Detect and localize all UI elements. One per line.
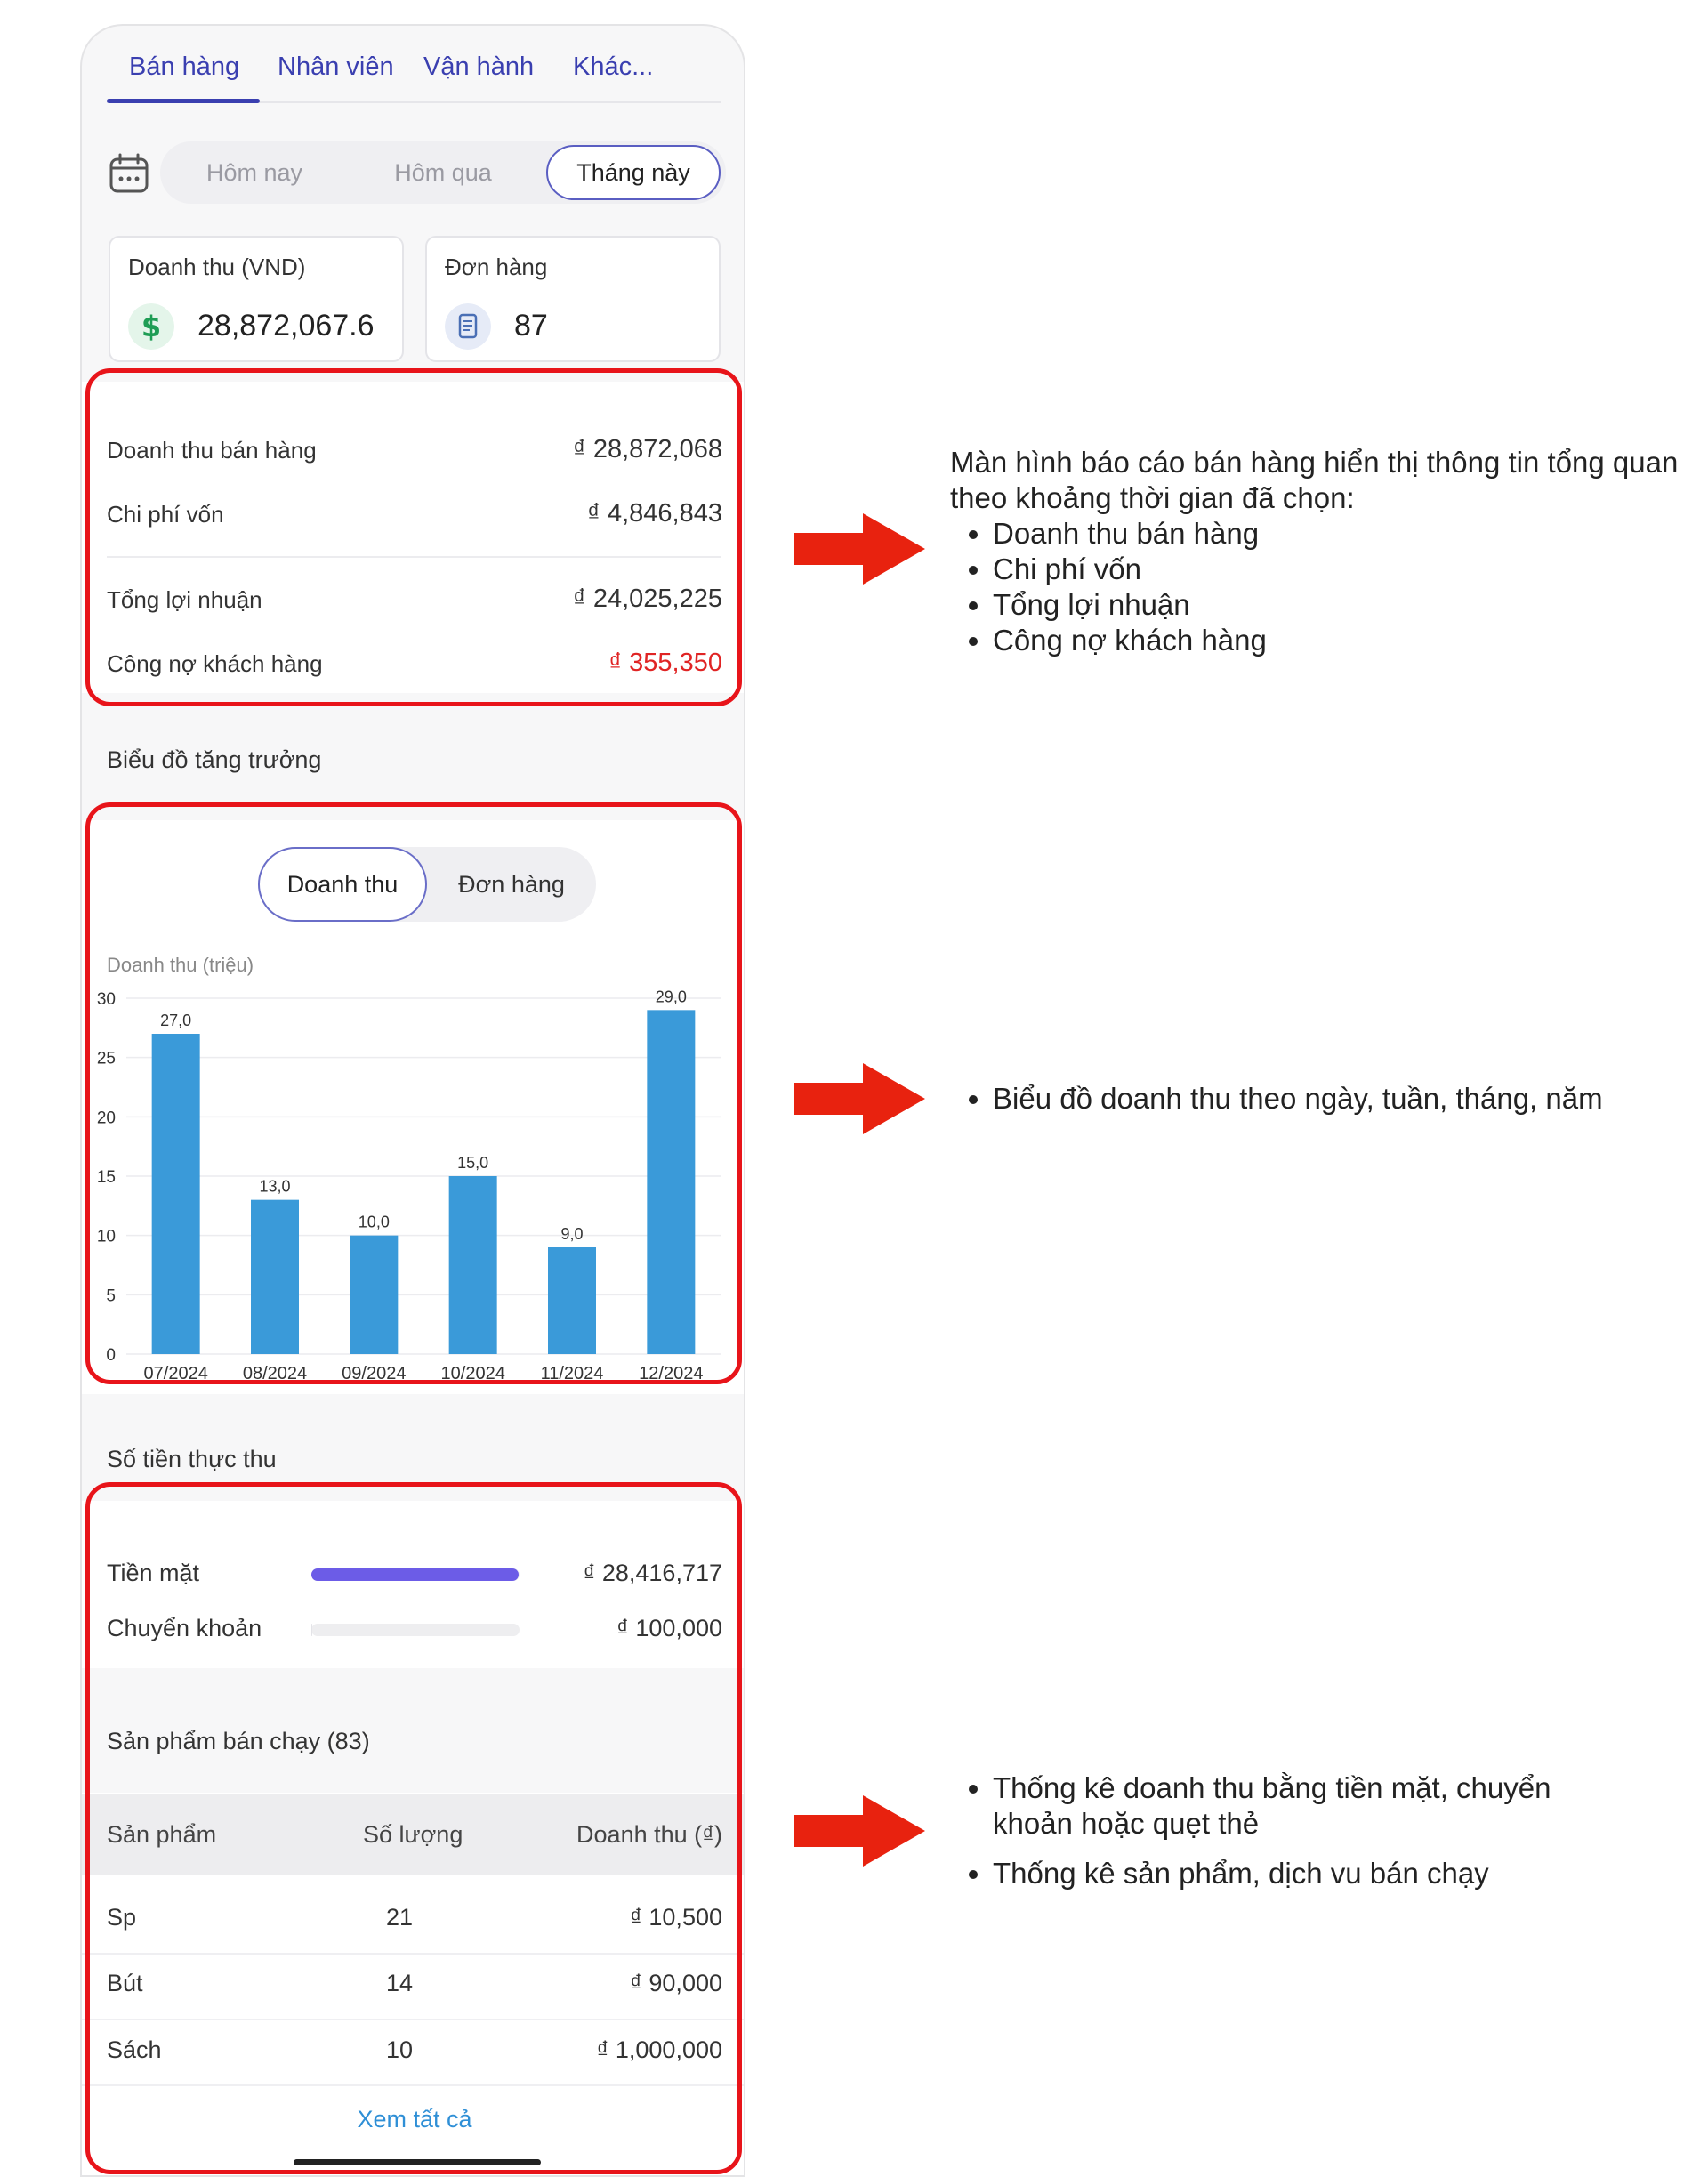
payment-value-cash: ₫ 28,416,717 bbox=[583, 1560, 722, 1586]
revenue-card-value: 28,872,067.6 bbox=[197, 309, 375, 343]
x-tick-label: 09/2024 bbox=[342, 1364, 407, 1383]
summary-value: ₫ 24,025,225 bbox=[572, 585, 722, 613]
product-revenue: ₫ 10,500 bbox=[630, 1904, 722, 1931]
y-tick-label: 10 bbox=[96, 1227, 116, 1246]
payment-label-transfer: Chuyển khoản bbox=[107, 1615, 262, 1641]
toggle-orders[interactable]: Đơn hàng bbox=[458, 871, 565, 898]
payment-value-transfer: ₫ 100,000 bbox=[616, 1615, 722, 1641]
bar-value-label: 15,0 bbox=[457, 1154, 489, 1172]
chart-y-axis-label: Doanh thu (triệu) bbox=[107, 954, 254, 976]
arrow-right-icon bbox=[794, 1795, 925, 1867]
col-header-qty: Số lượng bbox=[363, 1821, 463, 1848]
revenue-card-title: Doanh thu (VND) bbox=[128, 254, 306, 280]
annotation-item: • Công nợ khách hàng bbox=[993, 623, 1680, 658]
receipt-icon bbox=[445, 303, 491, 350]
payments-section-title: Số tiền thực thu bbox=[107, 1446, 277, 1472]
product-name: Sp bbox=[107, 1904, 137, 1931]
calendar-icon[interactable] bbox=[109, 153, 149, 194]
bar-value-label: 13,0 bbox=[259, 1177, 291, 1196]
product-qty: 10 bbox=[386, 2036, 414, 2063]
svg-text:$: $ bbox=[141, 310, 162, 343]
summary-label: Công nợ khách hàng bbox=[107, 650, 323, 677]
period-yesterday[interactable]: Hôm qua bbox=[394, 159, 492, 186]
toggle-revenue[interactable]: Doanh thu bbox=[258, 847, 427, 922]
bar-value-label: 10,0 bbox=[358, 1213, 390, 1231]
see-all-link[interactable]: Xem tất cả bbox=[357, 2106, 472, 2133]
growth-section-title: Biểu đồ tăng trưởng bbox=[107, 746, 322, 773]
orders-card-value: 87 bbox=[514, 309, 548, 343]
orders-card-title: Đơn hàng bbox=[445, 254, 548, 280]
annotation-summary bbox=[950, 445, 1680, 658]
payment-label-cash: Tiền mặt bbox=[107, 1560, 200, 1586]
highlight-chart bbox=[85, 802, 742, 1384]
arrow-right-icon bbox=[794, 1063, 925, 1134]
annotation-item: • Thống kê sản phẩm, dịch vu bán chạy bbox=[993, 1856, 1626, 1891]
annotation-payments bbox=[950, 1770, 1626, 1891]
x-tick-label: 11/2024 bbox=[540, 1364, 604, 1383]
bar-value-label: 27,0 bbox=[160, 1012, 192, 1029]
tab-more[interactable]: Khác... bbox=[573, 52, 654, 81]
summary-label: Tổng lợi nhuận bbox=[107, 586, 262, 613]
revenue-card[interactable] bbox=[109, 236, 404, 362]
summary-label: Chi phí vốn bbox=[107, 501, 224, 528]
tab-operations[interactable]: Vận hành bbox=[423, 52, 535, 81]
annotation-item: • Chi phí vốn bbox=[993, 552, 1680, 587]
y-tick-label: 30 bbox=[96, 990, 116, 1009]
bar-value-label: 9,0 bbox=[560, 1225, 584, 1243]
y-tick-label: 20 bbox=[96, 1109, 116, 1128]
bar-value-label: 29,0 bbox=[655, 988, 687, 1006]
summary-value: ₫ 4,846,843 bbox=[587, 499, 722, 528]
product-qty: 21 bbox=[386, 1904, 414, 1931]
product-revenue: ₫ 90,000 bbox=[630, 1970, 722, 1996]
summary-label: Doanh thu bán hàng bbox=[107, 437, 317, 464]
summary-value-debt: ₫ 355,350 bbox=[608, 649, 722, 677]
col-header-revenue: Doanh thu (₫) bbox=[576, 1821, 722, 1848]
top-products-title: Sản phẩm bán chạy (83) bbox=[107, 1728, 370, 1754]
y-tick-label: 25 bbox=[96, 1049, 116, 1068]
x-tick-label: 10/2024 bbox=[440, 1364, 505, 1383]
x-tick-label: 07/2024 bbox=[143, 1364, 208, 1383]
dollar-icon bbox=[128, 303, 174, 350]
tab-staff[interactable]: Nhân viên bbox=[278, 52, 394, 81]
period-this-month[interactable]: Tháng này bbox=[546, 145, 721, 200]
product-name: Bút bbox=[107, 1970, 143, 1996]
annotation-chart bbox=[950, 1081, 1697, 1117]
annotation-item: • Biểu đồ doanh thu theo ngày, tuần, tháng, năm bbox=[993, 1081, 1697, 1117]
arrow-right-icon bbox=[794, 513, 925, 585]
period-selector bbox=[160, 141, 726, 204]
product-revenue: ₫ 1,000,000 bbox=[596, 2036, 722, 2063]
summary-value: ₫ 28,872,068 bbox=[572, 435, 722, 464]
y-tick-label: 0 bbox=[106, 1346, 116, 1365]
annotation-item: • Thống kê doanh thu bằng tiền mặt, chuyển khoản hoặc quẹt thẻ bbox=[993, 1770, 1626, 1842]
highlight-summary bbox=[85, 368, 742, 706]
annotation-summary-intro: Màn hình báo cáo bán hàng hiển thị thông tin tổng quan theo khoảng thời gian đã chọn: bbox=[950, 446, 1679, 514]
col-header-product: Sản phẩm bbox=[107, 1821, 217, 1848]
y-tick-label: 5 bbox=[106, 1286, 116, 1306]
product-qty: 14 bbox=[386, 1970, 414, 1996]
tab-sales[interactable]: Bán hàng bbox=[129, 52, 240, 81]
product-name: Sách bbox=[107, 2036, 162, 2063]
highlight-payments-products bbox=[85, 1482, 742, 2174]
x-tick-label: 08/2024 bbox=[242, 1364, 308, 1383]
orders-card[interactable] bbox=[425, 236, 721, 362]
annotation-item: • Tổng lợi nhuận bbox=[993, 587, 1680, 623]
annotation-item: • Doanh thu bán hàng bbox=[993, 516, 1680, 552]
y-tick-label: 15 bbox=[96, 1168, 116, 1187]
x-tick-label: 12/2024 bbox=[639, 1364, 704, 1383]
tab-active-indicator bbox=[107, 99, 260, 103]
period-today[interactable]: Hôm nay bbox=[205, 159, 303, 186]
